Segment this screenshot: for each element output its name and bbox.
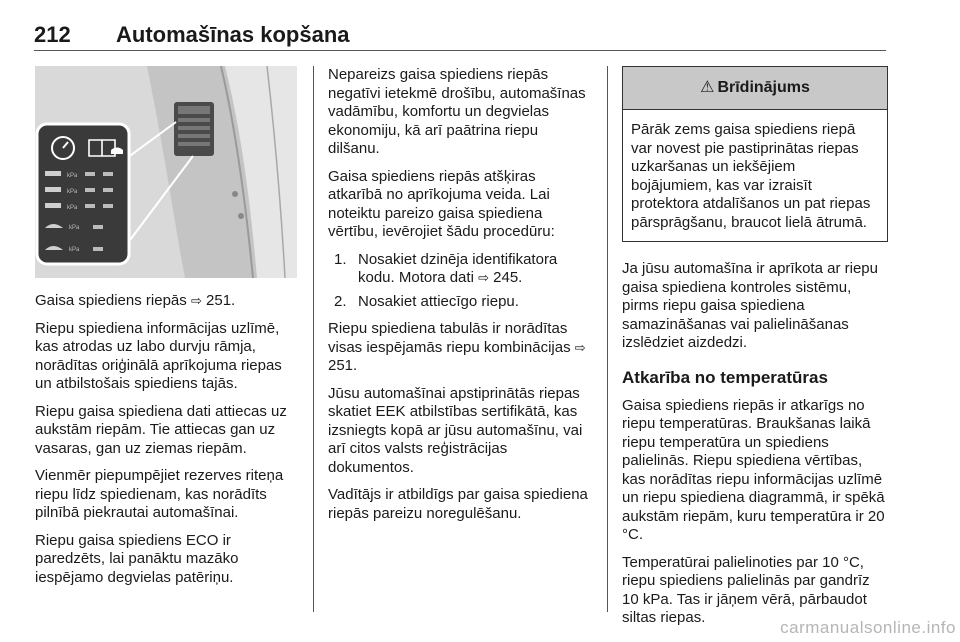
page-reference-link[interactable]: 251. xyxy=(328,357,358,374)
column-3 xyxy=(622,66,888,637)
label-unit-4: kPa xyxy=(69,225,80,231)
tire-pressure-label-illustration xyxy=(35,66,297,278)
label-unit-1: kPa xyxy=(67,173,78,179)
procedure-steps xyxy=(328,251,593,312)
page-header xyxy=(34,22,886,50)
warning-text: Pārāk zems gaisa spiediens riepā var novest pie pastiprinātas riepas uzkaršanas un iekšējiem bojājumiem, kas var izraisīt protektora atdalīšanos un pat riepas pārsprāgšanu, braucot lielā ātrumā. xyxy=(631,121,871,231)
column-divider-1 xyxy=(313,66,314,612)
warning-header xyxy=(623,67,887,110)
page-number: 212 xyxy=(34,22,71,47)
paragraph: Gaisa spiediens riepās ir atkarīgs no riepu temperatūras. Braukšanas laikā riepu temperatūra un spiediens palielinās. Riepu spiediena vērtības, kas norādītas riepu informācijas uzlīmē un riepu spiediena diagrammā, ir spēkā aukstām riepām, kuru temperatūra ir 20 °C. xyxy=(622,396,885,543)
column-2 xyxy=(328,66,593,532)
section-subheading: Atkarība no temperatūras xyxy=(622,367,828,387)
paragraph: Vienmēr piepumpējiet rezerves riteņa riepu līdz spiedienam, kas norādīts pilnībā piekrautai automašīnai. xyxy=(35,467,284,521)
page-reference-link[interactable]: 251. xyxy=(206,292,236,309)
reference-arrow-icon: ⇨ xyxy=(478,270,489,285)
paragraph: Gaisa spiediens riepās atšķiras atkarībā no aprīkojuma veida. Lai noteiktu pareizo gaisa spiediena vērtību, ievērojiet šādu procedūru: xyxy=(328,167,555,240)
reference-arrow-icon: ⇨ xyxy=(574,339,586,355)
watermark: carmanualsonline.info xyxy=(780,618,956,637)
door-frame-illustration xyxy=(35,66,297,278)
paragraph: Ja jūsu automašīna ir aprīkota ar riepu gaisa spiediena kontroles sistēmu, pirms riepu gaisa spiediena samazināšanas vai palielināšanas izslēdziet aizdedzi. xyxy=(622,260,878,351)
warning-box xyxy=(622,66,888,242)
paragraph: Vadītājs ir atbildīgs par gaisa spiediena riepās pareizu noregulēšanu. xyxy=(328,486,588,522)
chapter-title: Automašīnas kopšana xyxy=(116,22,350,47)
paragraph: Riepu gaisa spiediens ECO ir paredzēts, lai panāktu mazāko iespējamo degvielas patēriņu. xyxy=(35,531,239,586)
paragraph: Nepareizs gaisa spiediens riepās negatīvi ietekmē drošību, automašīnas vadāmību, komfortu un degvielas ekonomiju, kā arī paātrina riepu dilšanu. xyxy=(328,66,586,157)
label-unit-2: kPa xyxy=(67,189,78,195)
label-unit-5: kPa xyxy=(69,247,80,253)
paragraph: Riepu gaisa spiediena dati attiecas uz aukstām riepām. Tie attiecas gan uz vasaras, gan uz ziemas riepām. xyxy=(35,402,287,457)
column-1 xyxy=(35,66,300,596)
paragraph: Jūsu automašīnai apstiprinātās riepas skatiet EEK atbilstības sertifikātā, kas izsniegts kopā ar jūsu automašīnu, vai arī citos valsts reģistrācijas dokumentos. xyxy=(328,384,583,476)
label-unit-3: kPa xyxy=(67,205,78,211)
reference-arrow-icon: ⇨ xyxy=(190,293,202,308)
column-divider-2 xyxy=(607,66,608,612)
warning-triangle-icon: ⚠ xyxy=(700,78,715,96)
paragraph: Gaisa spiediens riepās ⇨ 251. xyxy=(35,292,236,309)
list-item: 2. Nosakiet attiecīgo riepu. xyxy=(334,292,519,310)
paragraph: Riepu spiediena informācijas uzlīmē, kas atrodas uz labo durvju rāmja, norādītas oriģinālā aprīkojuma riepas un atbilstošais spiediens tajās. xyxy=(35,319,282,392)
paragraph: Riepu spiediena tabulās ir norādītas visas iespējamās riepu kombinācijas ⇨ 251. xyxy=(328,320,586,374)
warning-title: Brīdinājums xyxy=(717,78,810,96)
list-item: 1. Nosakiet dzinēja identifikatora kodu. Motora dati ⇨ 245. xyxy=(334,250,558,286)
page-reference-link[interactable]: 245. xyxy=(493,269,523,286)
paragraph: Temperatūrai palielinoties par 10 °C, riepu spiediens palielinās par gandrīz 10 kPa. Tas ir jāņem vērā, pārbaudot siltas riepas. xyxy=(622,553,870,626)
header-divider xyxy=(34,50,886,51)
